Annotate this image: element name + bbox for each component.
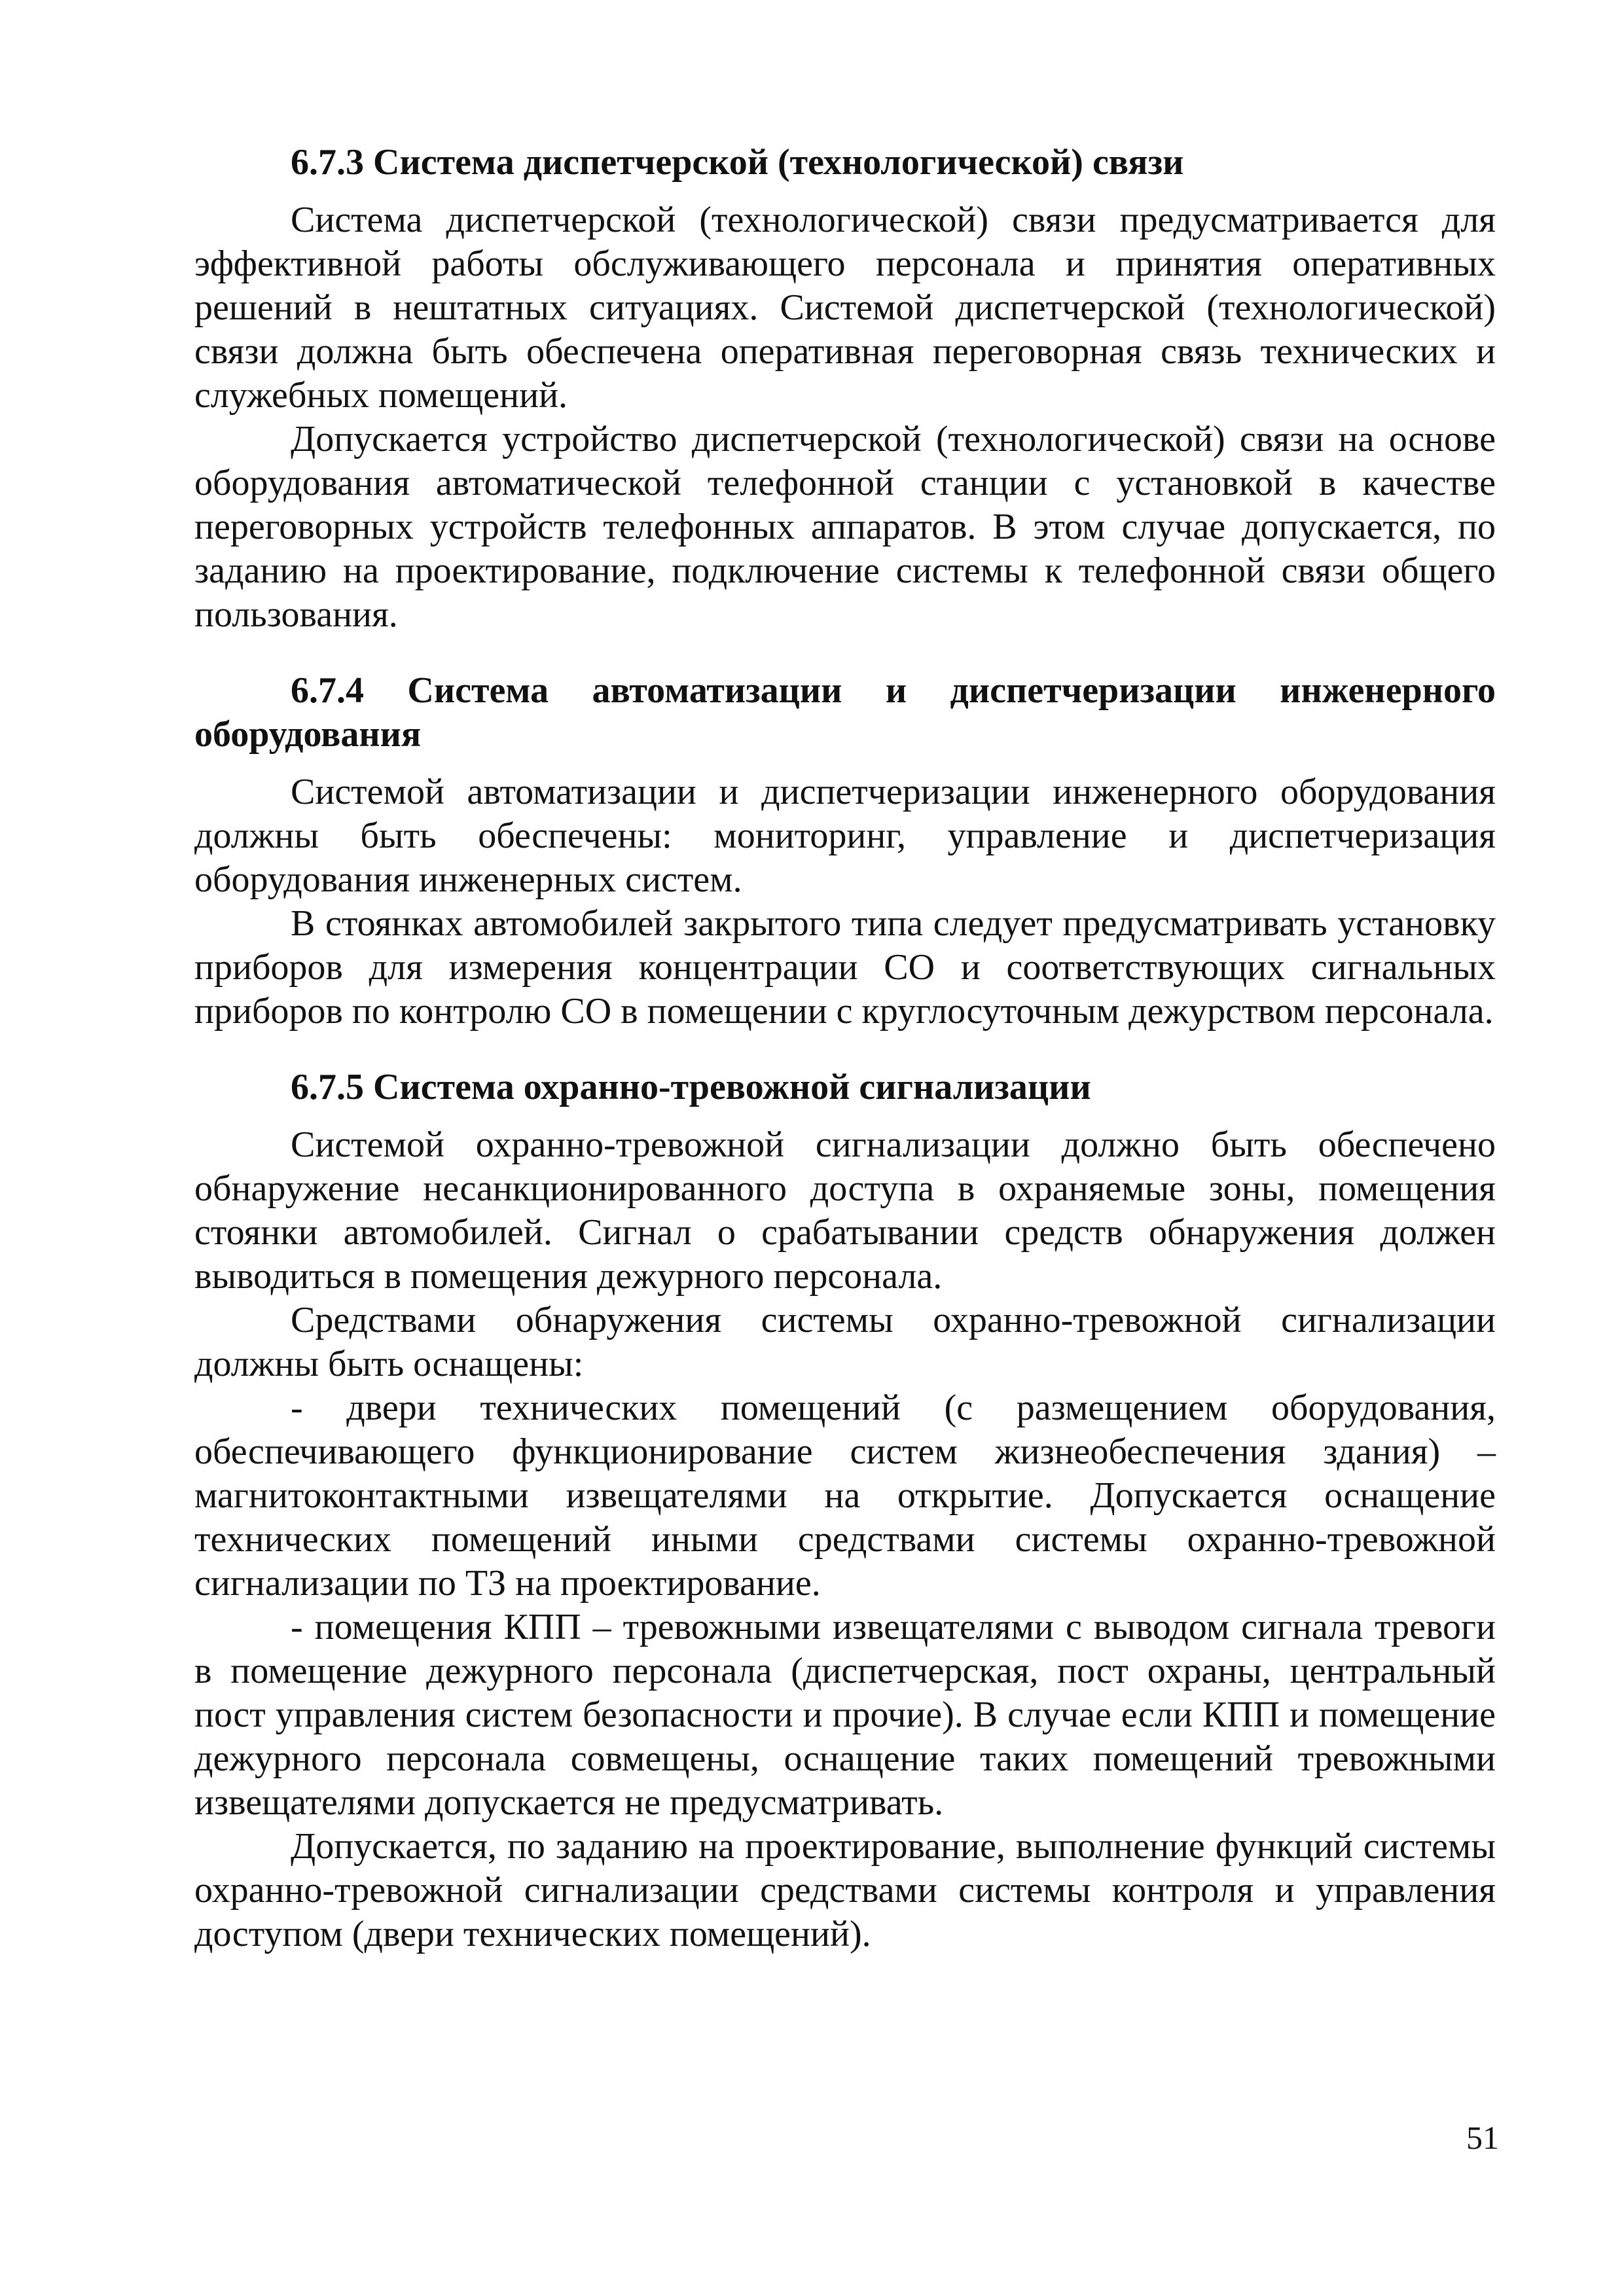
paragraph: В стоянках автомобилей закрытого типа следует предусматривать установку приборов для измерения концентрации СО и соответствующих сигнальных приборов по контролю СО в помещении с круглосуточным дежурством персонала. [194, 903, 1496, 1031]
section-6-7-3 [194, 141, 1496, 637]
paragraph: Системой охранно-тревожной сигнализации должно быть обеспечено обнаружение несанкционированного доступа в охраняемые зоны, помещения стоянки автомобилей. Сигнал о срабатывании средств обнаружения должен выводиться в помещения дежурного персонала. [194, 1124, 1496, 1297]
paragraph: Система диспетчерской (технологической) связи предусматривается для эффективной работы обслуживающего персонала и принятия оперативных решений в нештатных ситуациях. Системой диспетчерской (технологической) связи должна быть обеспечена оперативная переговорная связь технических и служебных помещений. [194, 200, 1496, 416]
section-heading: 6.7.4 Система автоматизации и диспетчеризации инженерного оборудования [194, 670, 1496, 755]
list-item: - помещения КПП – тревожными извещателями с выводом сигнала тревоги в помещение дежурного персонала (диспетчерская, пост охраны, центральный пост управления систем безопасности и прочие). В случае если КПП и помещение дежурного персонала совмещены, оснащение таких помещений тревожными извещателями допускается не предусматривать. [194, 1607, 1496, 1823]
section-heading: 6.7.5 Система охранно-тревожной сигнализации [291, 1067, 1091, 1107]
paragraph: Допускается, по заданию на проектирование, выполнение функций системы охранно-тревожной сигнализации средствами системы контроля и управления доступом (двери технических помещений). [194, 1826, 1496, 1954]
section-6-7-4 [194, 669, 1496, 1033]
section-6-7-5 [194, 1066, 1496, 1956]
page-number: 51 [1466, 2119, 1499, 2156]
paragraph: Системой автоматизации и диспетчеризации инженерного оборудования должны быть обеспечены: мониторинг, управление и диспетчеризация оборудования инженерных систем. [194, 772, 1496, 900]
list-item: - двери технических помещений (с размещением оборудования, обеспечивающего функционирование систем жизнеобеспечения здания) – магнитоконтактными извещателями на открытие. Допускается оснащение технических помещений иными средствами системы охранно-тревожной сигнализации по ТЗ на проектирование. [194, 1388, 1496, 1604]
document-page [194, 141, 1496, 1956]
section-heading: 6.7.3 Система диспетчерской (технологической) связи [291, 142, 1184, 183]
paragraph: Допускается устройство диспетчерской (технологической) связи на основе оборудования автоматической телефонной станции с установкой в качестве переговорных устройств телефонных аппаратов. В этом случае допускается, по заданию на проектирование, подключение системы к телефонной связи общего пользования. [194, 419, 1496, 635]
paragraph: Средствами обнаружения системы охранно-тревожной сигнализации должны быть оснащены: [194, 1300, 1496, 1384]
